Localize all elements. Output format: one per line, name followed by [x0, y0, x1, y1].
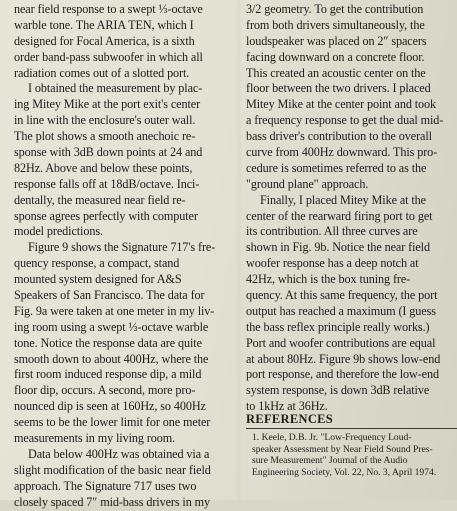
- text-line: first room induced response dip, a mild: [14, 367, 202, 382]
- text-line: Finally, I placed Mitey Mike at the: [260, 192, 426, 207]
- references-heading: REFERENCES: [246, 412, 334, 426]
- text-line: I obtained the measurement by plac-: [28, 81, 203, 96]
- column-gutter: [236, 0, 242, 500]
- text-line: tone. Notice the response data are quite: [14, 335, 202, 350]
- text-line: slight modification of the basic near field: [14, 462, 211, 477]
- reference-line: 1. Keele, D.B. Jr. "Low-Frequency Loud-: [252, 432, 412, 443]
- text-line: Data below 400Hz was obtained via a: [28, 446, 210, 461]
- text-line: Fig. 9a were taken at one meter in my liv-: [14, 303, 215, 318]
- text-line: The plot shows a smooth anechoic re-: [14, 129, 196, 144]
- text-line: from both drivers simultaneously, the: [246, 17, 425, 32]
- text-line: bass driver's contribution to the overall: [246, 129, 432, 144]
- text-line: mounted system designed for A&S: [14, 272, 182, 287]
- text-line: 3/2 geometry. To get the contribution: [246, 2, 424, 16]
- text-line: smooth down to about 400Hz, where the: [14, 351, 209, 366]
- text-line: Port and woofer contributions are equal: [246, 335, 436, 350]
- text-line: approach. The Signature 717 uses two: [14, 478, 197, 493]
- text-line: port response, and therefore the low-end: [246, 367, 439, 382]
- references-divider: [246, 428, 457, 429]
- text-line: sponse agrees perfectly with computer: [14, 208, 198, 223]
- reference-line: speaker Assessment by Near Field Sound Pres-: [252, 443, 433, 455]
- right-text-column: [246, 2, 457, 415]
- text-line: dentally, the measured near field re-: [14, 192, 186, 207]
- text-line: shown in Fig. 9b. Notice the near field: [246, 240, 430, 255]
- text-line: 42Hz, which is the box tuning fre-: [246, 272, 411, 287]
- text-line: near field response to a swept ⅓-octave: [14, 2, 203, 16]
- left-text-column: [14, 2, 232, 511]
- text-line: "ground plane" approach.: [246, 176, 369, 191]
- text-line: designed for Focal America, is a sixth: [14, 33, 195, 48]
- text-line: quency. At this same frequency, the port: [246, 288, 438, 303]
- text-line: 82Hz. Above and below these points,: [14, 160, 193, 175]
- references-list: [252, 432, 457, 478]
- text-line: response falls off at 18dB/octave. Inci-: [14, 176, 200, 191]
- reference-line: Engineering Society, Vol. 22, No. 3, April 1974.: [252, 466, 437, 478]
- text-line: nounced dip is seen at 160Hz, so 400Hz: [14, 399, 206, 414]
- text-line: floor between the two drivers. I placed: [246, 81, 431, 96]
- text-line: Mitey Mike at the center point and took: [246, 97, 437, 112]
- text-line: measurements in my living room.: [14, 431, 176, 446]
- reference-line: sure Measurement" Journal of the Audio: [252, 455, 408, 467]
- text-line: loudspeaker was placed on 2″ spacers: [246, 33, 427, 48]
- text-line: radiation comes out of a slotted port.: [14, 65, 190, 80]
- text-line: This created an acoustic center on the: [246, 65, 426, 80]
- text-line: seems to be the lower limit for one meter: [14, 415, 211, 430]
- text-line: Figure 9 shows the Signature 717's fre-: [28, 240, 216, 255]
- text-line: system response, is down 3dB relative: [246, 383, 430, 398]
- text-line: ing Mitey Mike at the port exit's center: [14, 97, 201, 112]
- text-line: its contribution. All three curves are: [246, 224, 418, 239]
- text-line: model predictions.: [14, 224, 103, 239]
- text-line: to 1kHz at 36Hz.: [246, 399, 328, 414]
- text-line: closely spaced 7″ mid-bass drivers in my: [14, 494, 211, 509]
- text-line: order band-pass subwoofer in which all: [14, 49, 203, 64]
- text-line: at about 80Hz. Figure 9b shows low-end: [246, 351, 441, 366]
- text-line: a frequency response to get the dual mid-: [246, 113, 444, 128]
- text-line: Speakers of San Francisco. The data for: [14, 288, 205, 303]
- text-line: quency response, a compact, stand: [14, 256, 180, 271]
- text-line: curve from 400Hz downward. This pro-: [246, 145, 438, 160]
- text-line: floor dip, occurs. A second, more pro-: [14, 383, 196, 398]
- text-line: facing downward on a concrete floor.: [246, 49, 425, 64]
- text-line: sponse with 3dB down points at 24 and: [14, 145, 203, 160]
- text-line: output has reached a maximum (I guess: [246, 303, 436, 318]
- text-line: warble tone. The ARIA TEN, which I: [14, 17, 194, 32]
- text-line: woofer response has a deep notch at: [246, 256, 419, 271]
- text-line: ing room using a swept ⅓-octave warble: [14, 319, 209, 334]
- text-line: cedure is sometimes referred to as the: [246, 160, 427, 175]
- text-line: the bass reflex principle really works.): [246, 319, 430, 334]
- text-line: in line with the enclosure's outer wall.: [14, 113, 196, 128]
- text-line: center of the rearward firing port to get: [246, 208, 433, 223]
